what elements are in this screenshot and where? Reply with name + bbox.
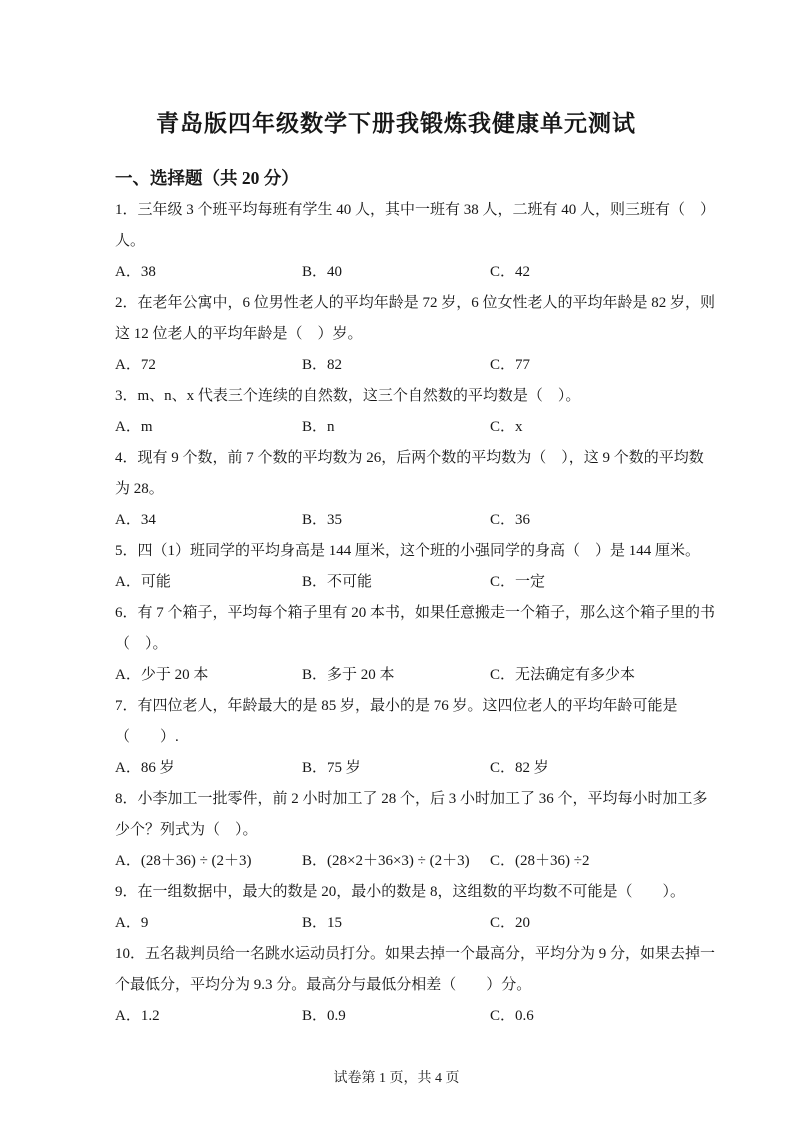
question-8-option-b: B．(28×2＋36×3) ÷ (2＋3) [302, 853, 470, 869]
question-7-option-a: A．86 岁 [115, 760, 175, 776]
question-2-options [115, 350, 681, 381]
question-2-line-2: 这 12 位老人的平均年龄是（ ）岁。 [115, 326, 363, 342]
question-6-options [115, 660, 681, 691]
question-1-option-a: A．38 [115, 264, 156, 280]
question-8-option-a: A．(28＋36) ÷ (2＋3) [115, 853, 252, 869]
question-9-option-a: A．9 [115, 915, 149, 931]
question-5-line-1: 5．四（1）班同学的平均身高是 144 厘米，这个班的小强同学的身高（ ）是 144 厘米。 [115, 543, 701, 559]
question-9-option-c: C．20 [490, 915, 531, 931]
question-1-option-c: C．42 [490, 264, 531, 280]
question-2 [115, 288, 716, 381]
question-7-option-c: C．82 岁 [490, 760, 549, 776]
question-6-option-c: C．无法确定有多少本 [490, 667, 636, 683]
question-4-line-2: 为 28。 [115, 481, 164, 497]
question-8-line-1: 8．小李加工一批零件，前 2 小时加工了 28 个，后 3 小时加工了 36 个，平均每小时加工多 [115, 791, 708, 807]
question-10-option-a: A．1.2 [115, 1008, 160, 1024]
question-9-line-1: 9．在一组数据中，最大的数是 20，最小的数是 8，这组数的平均数不可能是（ ）。 [115, 884, 686, 900]
question-3-option-c: C．x [490, 419, 523, 435]
question-1 [115, 195, 716, 288]
question-9-option-b: B．15 [302, 915, 343, 931]
question-5-options [115, 567, 681, 598]
question-1-line-1: 1．三年级 3 个班平均每班有学生 40 人，其中一班有 38 人，二班有 40 人，则三班有（ ） [115, 202, 716, 218]
question-1-option-b: B．40 [302, 264, 343, 280]
question-5-option-c: C．一定 [490, 574, 546, 590]
question-6-line-2: （ ）。 [115, 636, 168, 652]
question-4-option-a: A．34 [115, 512, 156, 528]
question-6-option-b: B．多于 20 本 [302, 667, 395, 683]
question-8-line-2: 少个？列式为（ ）。 [115, 822, 258, 838]
question-10-options [115, 1001, 681, 1032]
question-5-option-a: A．可能 [115, 574, 171, 590]
question-4-option-c: C．36 [490, 512, 531, 528]
question-3-line-1: 3．m、n、x 代表三个连续的自然数，这三个自然数的平均数是（ ）。 [115, 388, 581, 404]
question-4-options [115, 505, 681, 536]
question-7 [115, 691, 681, 784]
questions-container [115, 195, 716, 1032]
question-3 [115, 381, 681, 443]
question-7-options [115, 753, 681, 784]
page-footer: 试卷第 1 页，共 4 页 [333, 1071, 460, 1086]
question-10-line-1: 10．五名裁判员给一名跳水运动员打分。如果去掉一个最高分，平均分为 9 分，如果去掉一 [115, 946, 716, 962]
question-7-line-1: 7．有四位老人，年龄最大的是 85 岁，最小的是 76 岁。这四位老人的平均年龄可能是 [115, 698, 678, 714]
question-8-option-c: C．(28＋36) ÷2 [490, 853, 590, 869]
question-10-line-2: 个最低分，平均分为 9.3 分。最高分与最低分相差（ ）分。 [115, 977, 532, 993]
question-1-options [115, 257, 681, 288]
question-10-option-b: B．0.9 [302, 1008, 346, 1024]
question-2-option-a: A．72 [115, 357, 156, 373]
page-title: 青岛版四年级数学下册我锻炼我健康单元测试 [156, 111, 636, 136]
question-1-line-2: 人。 [115, 233, 146, 249]
question-5 [115, 536, 701, 598]
question-9 [115, 877, 686, 939]
question-10-option-c: C．0.6 [490, 1008, 534, 1024]
question-3-option-b: B．n [302, 419, 335, 435]
question-5-option-b: B．不可能 [302, 574, 373, 590]
question-8-options [115, 846, 681, 877]
question-2-option-b: B．82 [302, 357, 343, 373]
question-4-line-1: 4．现有 9 个数，前 7 个数的平均数为 26，后两个数的平均数为（ ），这 9 个数的平均数 [115, 450, 704, 466]
section-heading-multiple-choice: 一、选择题（共 20 分） [115, 168, 299, 188]
question-4 [115, 443, 704, 536]
question-2-line-1: 2．在老年公寓中，6 位男性老人的平均年龄是 72 岁，6 位女性老人的平均年龄是 82 岁，则 [115, 295, 716, 311]
question-9-options [115, 908, 681, 939]
question-3-options [115, 412, 681, 443]
question-8 [115, 784, 708, 877]
question-7-line-2: （ ）. [115, 729, 179, 745]
question-3-option-a: A．m [115, 419, 153, 435]
question-4-option-b: B．35 [302, 512, 343, 528]
question-6 [115, 598, 716, 691]
question-2-option-c: C．77 [490, 357, 531, 373]
question-6-line-1: 6．有 7 个箱子，平均每个箱子里有 20 本书，如果任意搬走一个箱子，那么这个箱子里的书 [115, 605, 716, 621]
question-6-option-a: A．少于 20 本 [115, 667, 209, 683]
question-10 [115, 939, 716, 1032]
question-7-option-b: B．75 岁 [302, 760, 361, 776]
